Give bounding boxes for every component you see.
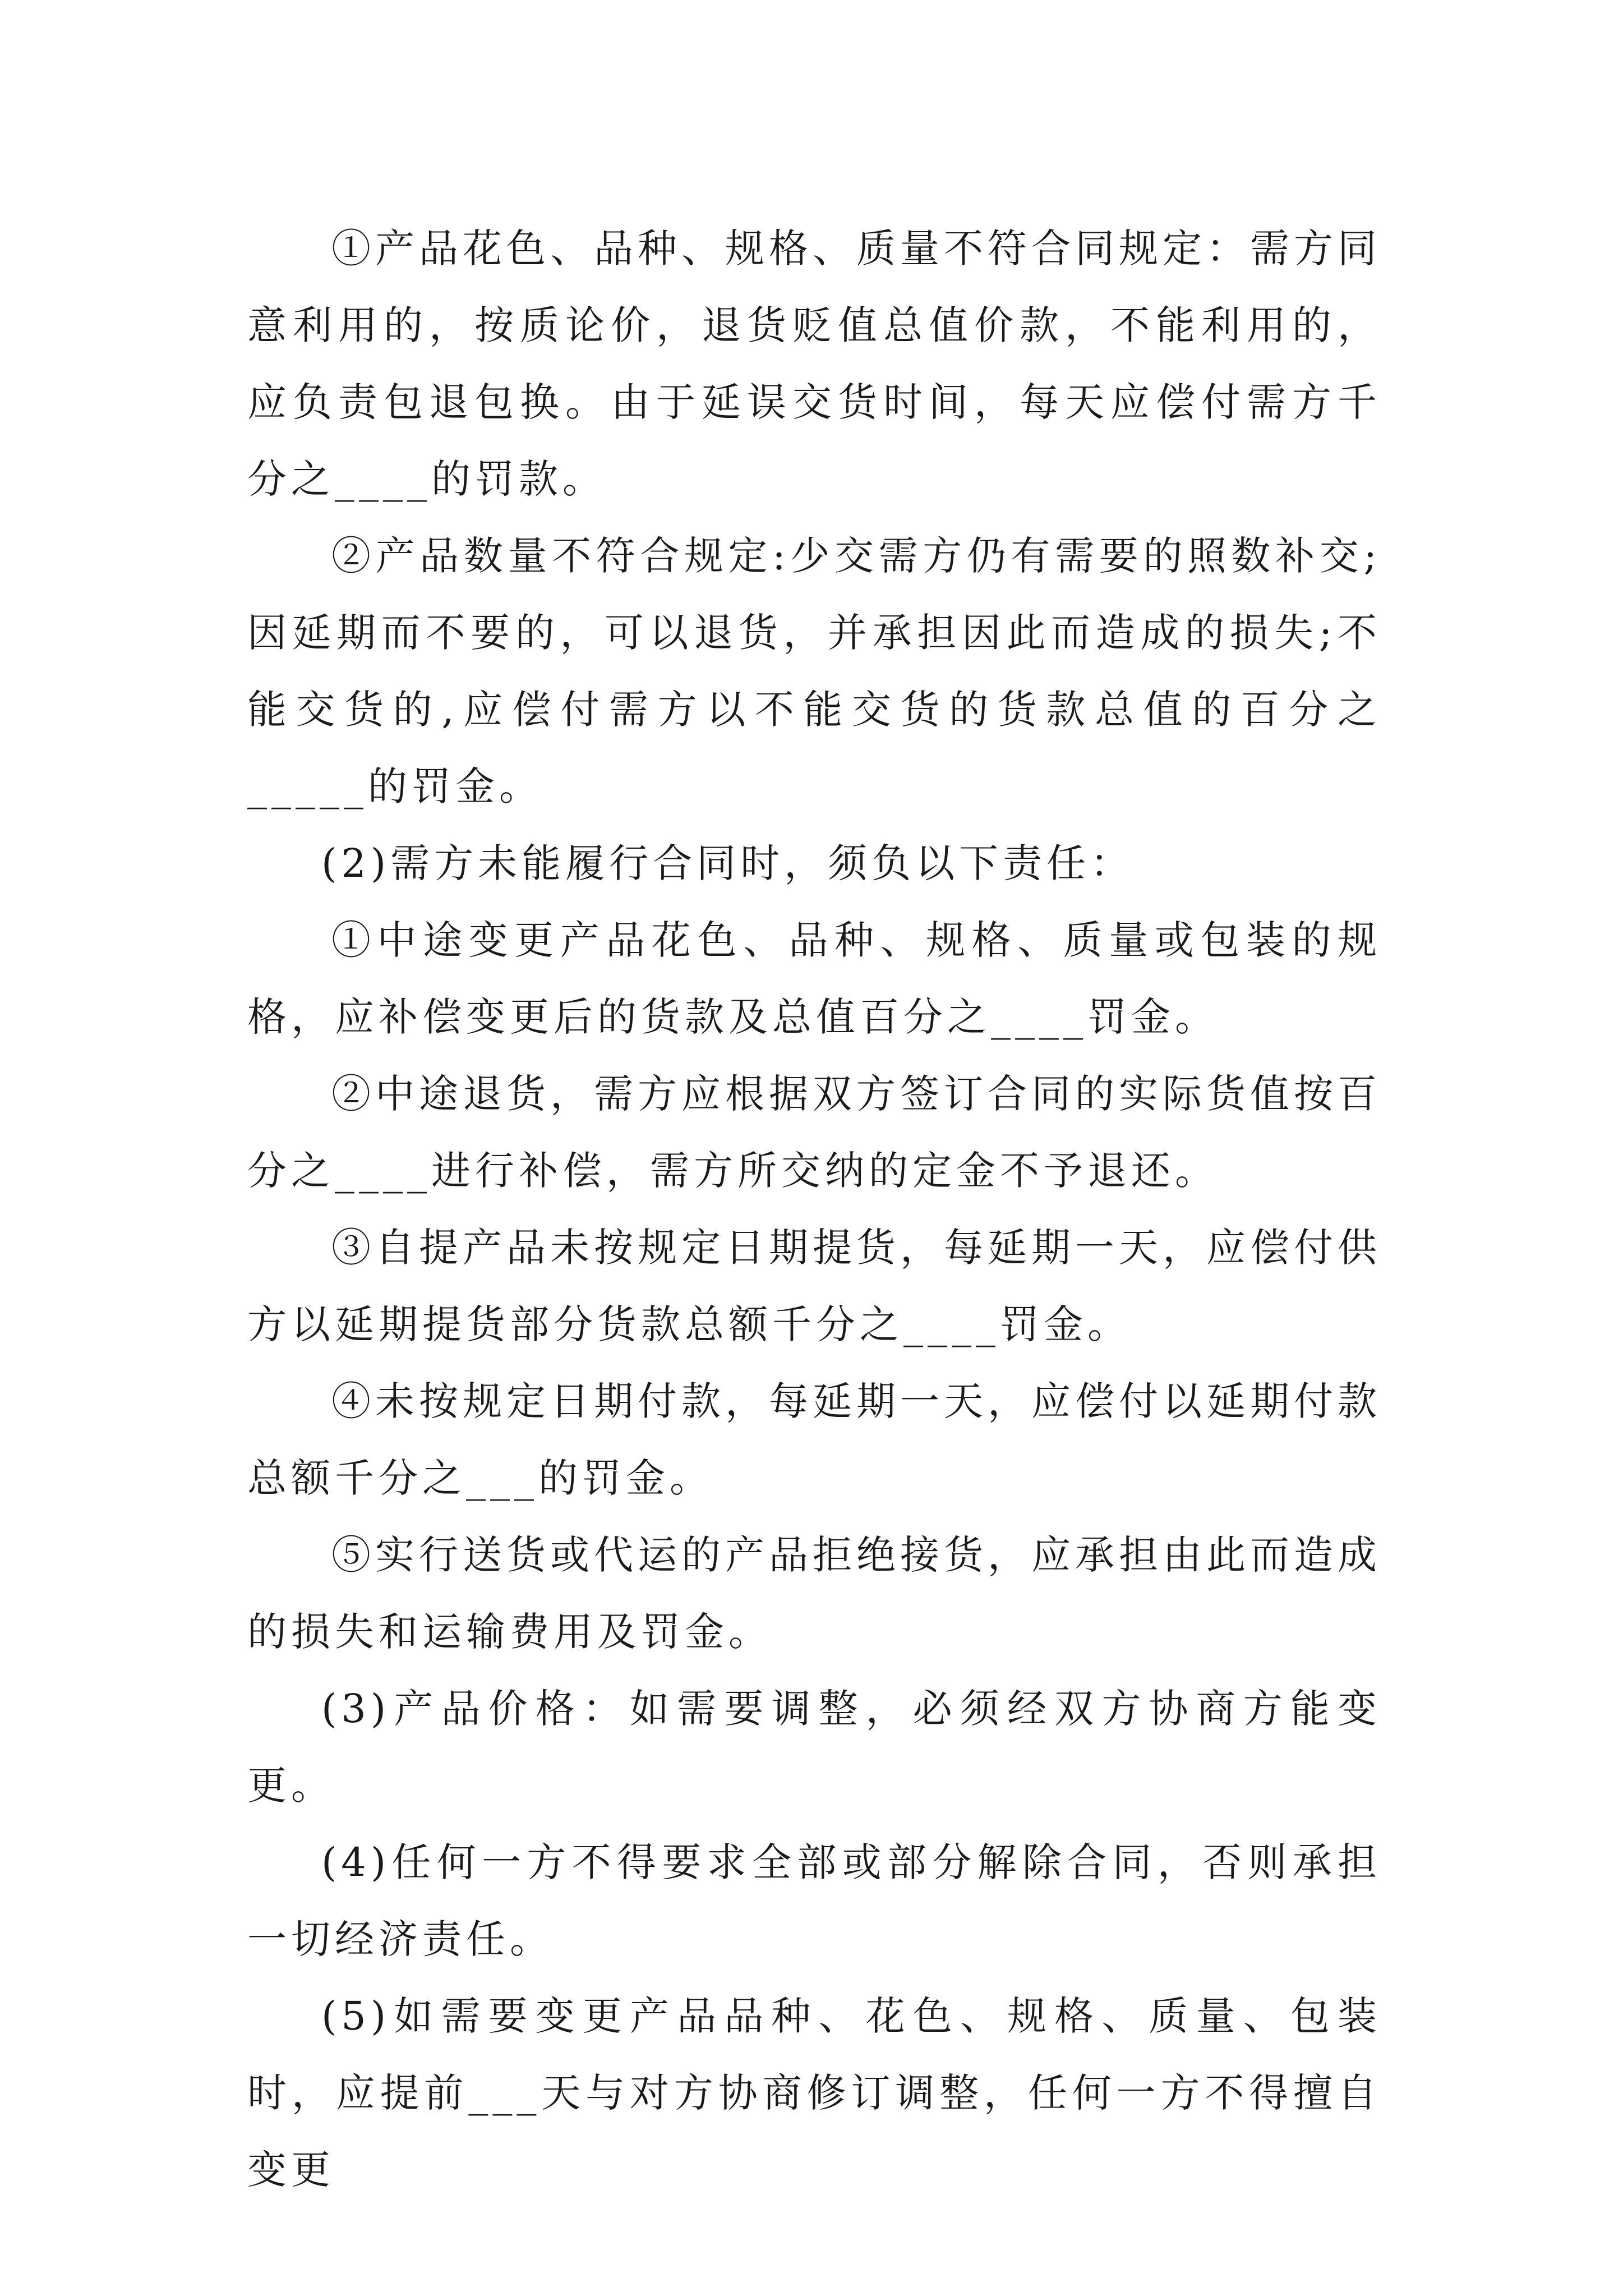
clause-2-item-2: ②中途退货，需方应根据双方签订合同的实际货值按百分之____进行补偿，需方所交纳的定金不予退还。 bbox=[247, 1071, 1381, 1194]
clause-1-item-1: ①产品花色、品种、规格、质量不符合同规定：需方同意利用的，按质论价，退货贬值总值价款，不能利用的，应负责包退包换。由于延误交货时间，每天应偿付需方千分之____的罚款。 bbox=[247, 226, 1381, 502]
clause-3: (3)产品价格：如需要调整，必须经双方协商方能变更。 bbox=[247, 1686, 1381, 1809]
clause-2-item-4: ④未按规定日期付款，每延期一天，应偿付以延期付款总额千分之___的罚金。 bbox=[247, 1378, 1381, 1501]
clause-2-heading: (2)需方未能履行合同时，须负以下责任： bbox=[321, 840, 1135, 886]
clause-5: (5)如需要变更产品品种、花色、规格、质量、包装时，应提前___天与对方协商修订调整，任何一方不得擅自变更 bbox=[247, 1993, 1381, 2193]
clause-4: (4)任何一方不得要求全部或部分解除合同，否则承担一切经济责任。 bbox=[247, 1839, 1381, 1962]
clause-2-item-3: ③自提产品未按规定日期提货，每延期一天，应偿付供方以延期提货部分货款总额千分之____罚金。 bbox=[247, 1225, 1381, 1347]
clause-1-item-2: ②产品数量不符合规定:少交需方仍有需要的照数补交;因延期而不要的，可以退货，并承担因此而造成的损失;不能交货的,应偿付需方以不能交货的货款总值的百分之_____的罚金。 bbox=[247, 533, 1381, 809]
clause-2-item-1: ①中途变更产品花色、品种、规格、质量或包装的规格，应补偿变更后的货款及总值百分之____罚金。 bbox=[247, 917, 1381, 1040]
document-body bbox=[247, 210, 1381, 2208]
clause-2-item-5: ⑤实行送货或代运的产品拒绝接货，应承担由此而造成的损失和运输费用及罚金。 bbox=[247, 1532, 1381, 1655]
